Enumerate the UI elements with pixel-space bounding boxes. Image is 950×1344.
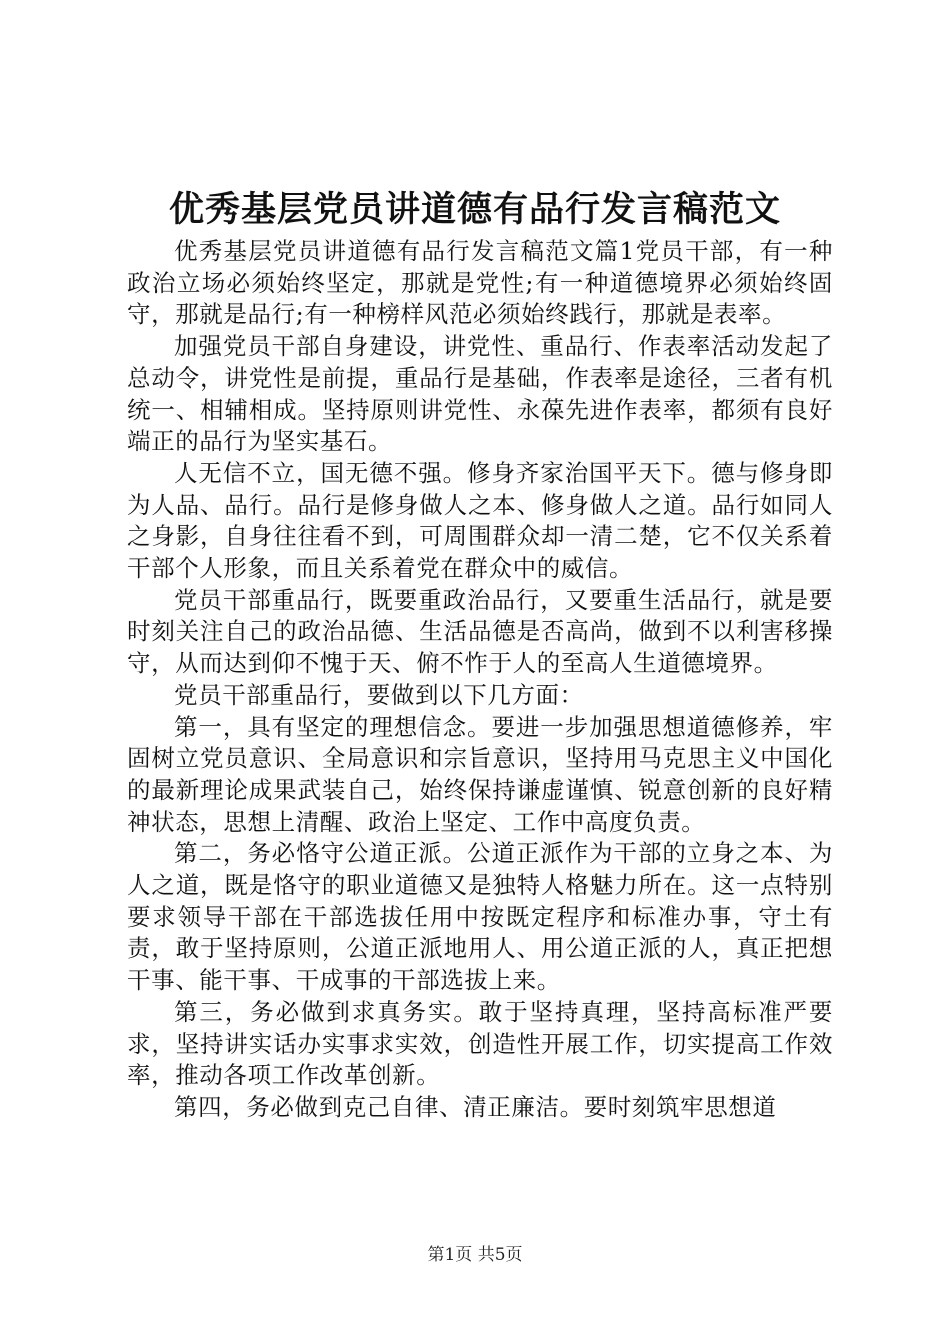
paragraph: 第二，务必恪守公道正派。公道正派作为干部的立身之本、为人之道，既是恪守的职业道德又是独特人格魅力所在。这一点特别要求领导干部在干部选拔任用中按既定程序和标准办事，守土有责，敢于坚持原则，公道正派地用人、用公道正派的人，真正把想干事、能干事、干成事的干部选拔上来。 xyxy=(127,839,833,995)
paragraph: 第一，具有坚定的理想信念。要进一步加强思想道德修养，牢固树立党员意识、全局意识和宗旨意识，坚持用马克思主义中国化的最新理论成果武装自己，始终保持谦虚谨慎、锐意创新的良好精神状态，思想上清醒、政治上坚定、工作中高度负责。 xyxy=(127,712,833,836)
paragraph: 人无信不立，国无德不强。修身齐家治国平天下。德与修身即为人品、品行。品行是修身做人之本、修身做人之道。品行如同人之身影，自身往往看不到，可周围群众却一清二楚，它不仅关系着干部个人形象，而且关系着党在群众中的威信。 xyxy=(127,458,833,583)
paragraph: 党员干部重品行，要做到以下几方面： xyxy=(174,680,584,709)
page-number-footer: 第1页 共5页 xyxy=(427,1245,523,1265)
paragraph: 党员干部重品行，既要重政治品行，又要重生活品行，就是要时刻关注自己的政治品德、生活品德是否高尚，做到不以利害移操守，从而达到仰不愧于天、俯不怍于人的至高人生道德境界。 xyxy=(127,585,833,678)
paragraph: 加强党员干部自身建设，讲党性、重品行、作表率活动发起了总动令，讲党性是前提，重品行是基础，作表率是途径，三者有机统一、相辅相成。坚持原则讲党性、永葆先进作表率，都须有良好端正的品行为坚实基石。 xyxy=(127,332,833,456)
paragraph: 优秀基层党员讲道德有品行发言稿范文篇1党员干部，有一种政治立场必须始终坚定，那就是党性;有一种道德境界必须始终固守，那就是品行;有一种榜样风范必须始终践行，那就是表率。 xyxy=(127,237,833,329)
document-body xyxy=(127,236,833,1124)
paragraph: 第三，务必做到求真务实。敢于坚持真理，坚持高标准严要求，坚持讲实话办实事求实效，创造性开展工作，切实提高工作效率，推动各项工作改革创新。 xyxy=(127,997,833,1090)
paragraph: 第四，务必做到克己自律、清正廉洁。要时刻筑牢思想道 xyxy=(174,1092,777,1121)
document-title: 优秀基层党员讲道德有品行发言稿范文 xyxy=(168,189,781,230)
